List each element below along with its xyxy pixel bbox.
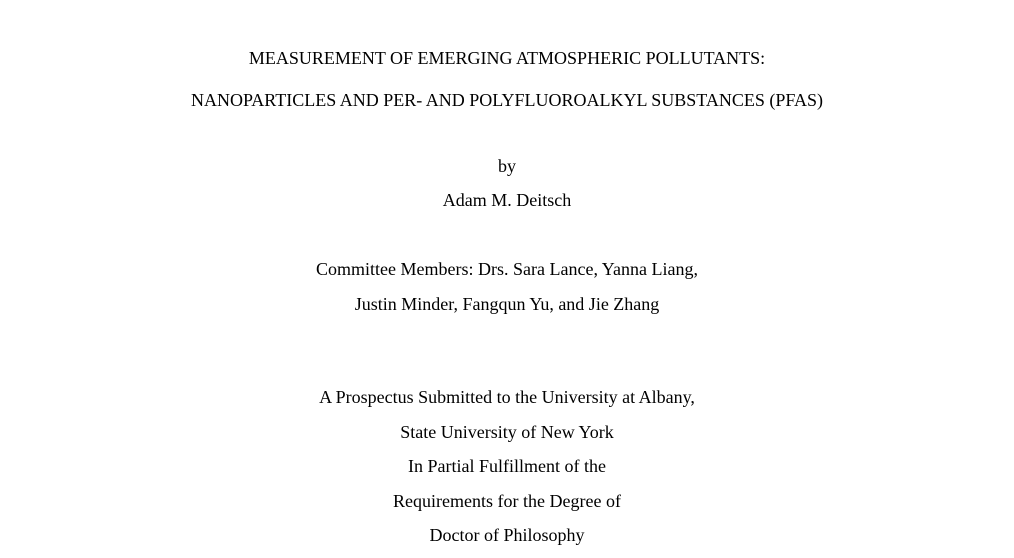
title-line-1: MEASUREMENT OF EMERGING ATMOSPHERIC POLLUTANTS: (248, 48, 766, 68)
submission-line-2: State University of New York (400, 422, 614, 442)
degree-name: Doctor of Philosophy (429, 525, 585, 545)
title-line-2: NANOPARTICLES AND PER- AND POLYFLUOROALKYL SUBSTANCES (PFAS) (190, 90, 824, 110)
submission-line-3: In Partial Fulfillment of the (408, 456, 606, 476)
committee-line-1: Committee Members: Drs. Sara Lance, Yanna Liang, (316, 259, 698, 279)
committee-line-2: Justin Minder, Fangqun Yu, and Jie Zhang (354, 294, 660, 314)
by-label: by (498, 156, 516, 176)
submission-line-4: Requirements for the Degree of (393, 491, 621, 511)
submission-line-1: A Prospectus Submitted to the University at Albany, (319, 387, 695, 407)
author-name: Adam M. Deitsch (442, 190, 572, 210)
